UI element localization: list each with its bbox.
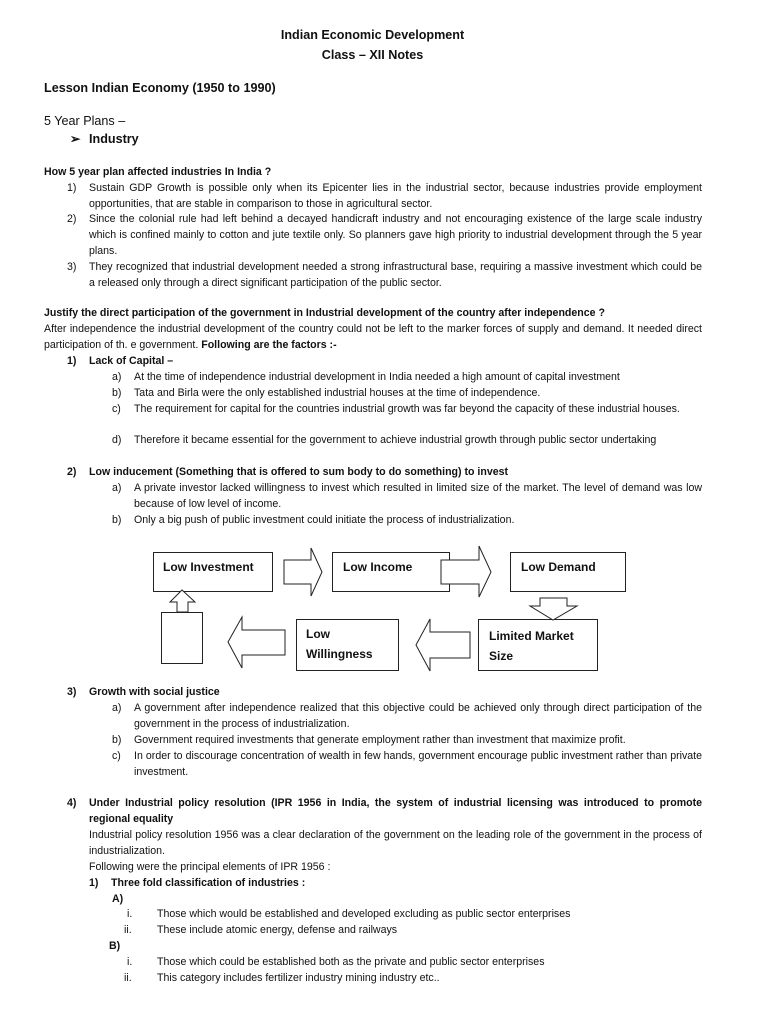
sub-item: At the time of independence industrial development in India needed a high amount of capital investment: [134, 371, 620, 383]
arrow-left-icon: [228, 617, 285, 668]
sub-item: A government after independence realized that this objective could be achieved only through direct participation of the government in the process of industrialization.: [134, 702, 702, 730]
industry-heading: Industry: [89, 132, 139, 146]
box-label: Low Demand: [521, 560, 596, 574]
list-number: 1): [67, 182, 77, 194]
section1-question: How 5 year plan affected industries In India ?: [44, 166, 272, 178]
sub-item: Therefore it became essential for the government to achieve industrial growth through public sector undertaking: [134, 434, 657, 446]
list-number: 2): [67, 213, 77, 225]
factor-number: 1): [67, 355, 77, 367]
document-subtitle: Class – XII Notes: [321, 48, 424, 62]
sub-item: In order to discourage concentration of wealth in few hands, government encourage public investment rather than private investment.: [134, 750, 702, 778]
sub-letter: b): [112, 734, 122, 746]
sub-item: Government required investments that generate employment rather than investment that maximize profit.: [134, 734, 626, 746]
factor4-para2: Following were the principal elements of IPR 1956 :: [89, 861, 331, 873]
factor4-para1: Industrial policy resolution 1956 was a clear declaration of the government on the leading role of the government in the process of industrialization.: [89, 829, 702, 857]
box-label: Limited Market Size: [489, 629, 574, 663]
box-label: Low Investment: [163, 560, 254, 574]
sub-letter: c): [112, 750, 121, 762]
factor-number: 2): [67, 466, 77, 478]
intro-text: After independence the industrial development of the country could not be left to the marker forces of supply and demand. It needed direct participation of th. e government.: [44, 323, 702, 351]
factor3-title: Growth with social justice: [89, 686, 220, 698]
sub-letter: a): [112, 482, 122, 494]
box-label: Low Willingness: [306, 627, 373, 661]
roman-number: i.: [127, 956, 133, 968]
arrow-right-icon: [441, 546, 491, 597]
lesson-heading: Lesson Indian Economy (1950 to 1990): [44, 81, 276, 95]
classification-number: 1): [89, 877, 99, 889]
plans-heading: 5 Year Plans –: [44, 114, 126, 128]
factor1-title: Lack of Capital –: [89, 355, 174, 367]
category-a-label: A): [112, 893, 124, 905]
arrow-right-icon: [284, 548, 322, 596]
factor2-title: Low inducement (Something that is offered to sum body to do something) to invest: [89, 466, 509, 478]
factor-number: 4): [67, 797, 77, 809]
category-item: Those which would be established and developed excluding as public sector enterprises: [157, 908, 571, 920]
sub-item: The requirement for capital for the countries industrial growth was far beyond the capacity of these industrial houses.: [134, 403, 680, 415]
factor4-title: Under Industrial policy resolution (IPR 1956 in India, the system of industrial licensing was introduced to promote regional equality: [89, 797, 702, 825]
sub-letter: a): [112, 371, 122, 383]
list-item: Since the colonial rule had left behind a decayed handicraft industry and not encouraging existence of the large scale industry which is confined mainly to cotton and jute textile only. So planners gave high priority to industrial development through the 5 year plans.: [89, 213, 702, 257]
sub-letter: b): [112, 514, 122, 526]
roman-number: ii.: [124, 924, 132, 936]
category-item: These include atomic energy, defense and railways: [157, 924, 398, 936]
category-b-label: B): [109, 940, 121, 952]
category-item: Those which could be established both as the private and public sector enterprises: [157, 956, 545, 968]
document-title: Indian Economic Development: [280, 28, 465, 42]
list-number: 3): [67, 261, 77, 273]
sub-letter: d): [112, 434, 122, 446]
sub-item: Tata and Birla were the only established industrial houses at the time of independence.: [134, 387, 541, 399]
sub-letter: b): [112, 387, 122, 399]
roman-number: i.: [127, 908, 133, 920]
sub-letter: a): [112, 702, 122, 714]
section2-question: Justify the direct participation of the government in Industrial development of the country after independence ?: [44, 307, 605, 319]
factor-number: 3): [67, 686, 77, 698]
intro-bold-text: Following are the factors :-: [201, 338, 337, 351]
sub-letter: c): [112, 403, 121, 415]
arrow-down-icon: [530, 598, 577, 620]
list-item: They recognized that industrial development needed a strong infrastructural base, requiring a massive investment which could be a released only through a direct significant participation of the public sector.: [89, 261, 702, 289]
roman-number: ii.: [124, 972, 132, 984]
category-item: This category includes fertilizer industry mining industry etc..: [157, 972, 440, 984]
sub-item: Only a big push of public investment could initiate the process of industrialization.: [134, 514, 515, 526]
classification-title: Three fold classification of industries :: [111, 877, 306, 889]
arrow-left-icon: [416, 619, 470, 671]
arrow-up-icon: [170, 590, 195, 612]
list-item: Sustain GDP Growth is possible only when its Epicenter lies in the industrial sector, because industries provide employment opportunities, that are stable in comparison to those in agricultural sector.: [89, 182, 702, 210]
sub-item: A private investor lacked willingness to invest which resulted in limited size of the market. The level of demand was low because of low level of income.: [134, 482, 702, 510]
box-label: Low Income: [343, 560, 413, 574]
arrow-bullet-icon: ➢: [70, 132, 81, 146]
